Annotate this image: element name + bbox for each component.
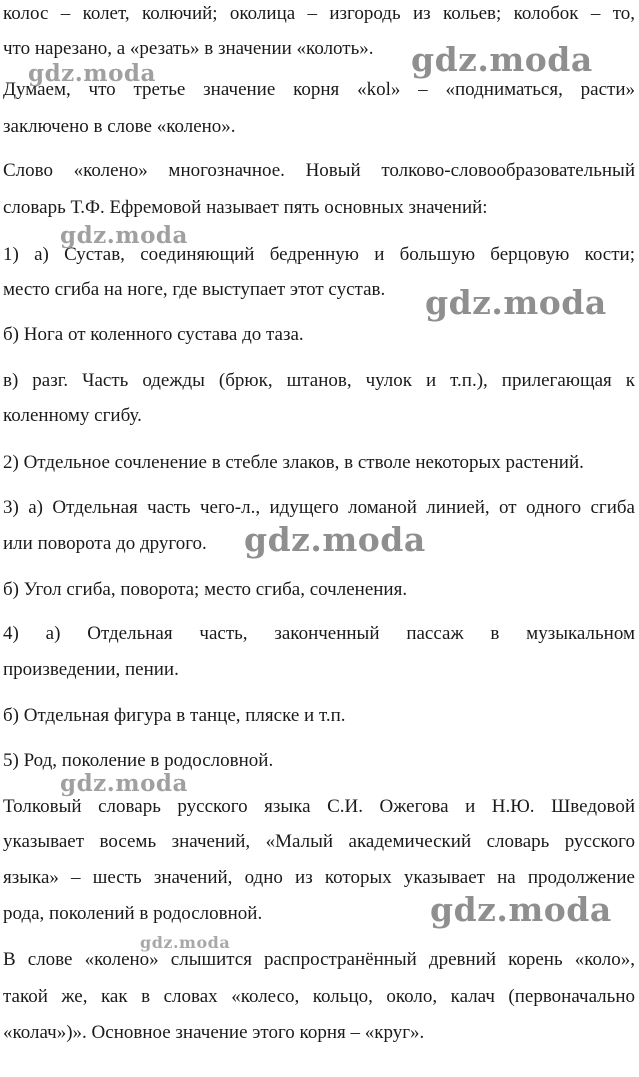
text-line-21: указывает восемь значений, «Малый академический словарь русского	[3, 831, 635, 852]
watermark-6: gdz.moda	[60, 770, 188, 797]
text-line-1: колос – колет, колючий; околица – изгородь из кольев; колобок – то,	[3, 3, 635, 24]
text-line-13: 3) а) Отдельная часть чего-л., идущего ломаной линией, от одного сгиба	[3, 497, 635, 518]
text-line-19: 5) Род, поколение в родословной.	[3, 750, 274, 771]
watermark-5: gdz.moda	[244, 520, 426, 559]
watermark-1: gdz.moda	[411, 40, 593, 79]
watermark-4: gdz.moda	[425, 283, 607, 322]
text-line-15: б) Угол сгиба, поворота; место сгиба, сочленения.	[3, 579, 408, 600]
text-line-6: словарь Т.Ф. Ефремовой называет пять основных значений:	[3, 197, 488, 218]
text-line-4: заключено в слове «колено».	[3, 116, 236, 137]
text-line-17: произведении, пении.	[3, 659, 179, 680]
text-line-11: коленному сгибу.	[3, 405, 142, 426]
text-line-12: 2) Отдельное сочленение в стебле злаков, в стволе некоторых растений.	[3, 452, 584, 473]
text-line-16: 4) а) Отдельная часть, законченный пассаж в музыкальном	[3, 623, 635, 644]
text-line-26: «колач»)». Основное значение этого корня – «круг».	[3, 1022, 425, 1043]
text-line-3: Думаем, что третье значение корня «kol» – «подниматься, расти»	[3, 79, 635, 100]
text-line-9: б) Нога от коленного сустава до таза.	[3, 324, 304, 345]
text-line-23: рода, поколений в родословной.	[3, 903, 263, 924]
text-line-22: языка» – шесть значений, одно из которых указывает на продолжение	[3, 867, 635, 888]
text-line-10: в) разг. Часть одежды (брюк, штанов, чулок и т.п.), прилегающая к	[3, 370, 635, 391]
text-line-5: Слово «колено» многозначное. Новый толково-словообразовательный	[3, 160, 635, 181]
watermark-2: gdz.moda	[28, 60, 156, 87]
text-line-2: что нарезано, а «резать» в значении «колоть».	[3, 38, 374, 59]
text-line-20: Толковый словарь русского языка С.И. Ожегова и Н.Ю. Шведовой	[3, 796, 635, 817]
watermark-3: gdz.moda	[60, 222, 188, 249]
watermark-7: gdz.moda	[430, 890, 612, 929]
text-line-14: или поворота до другого.	[3, 533, 207, 554]
watermark-8: gdz.moda	[140, 933, 231, 952]
text-line-25: такой же, как в словах «колесо, кольцо, около, калач (первоначально	[3, 986, 635, 1007]
text-line-24: В слове «колено» слышится распространённый древний корень «коло»,	[3, 949, 635, 970]
text-line-8: место сгиба на ноге, где выступает этот сустав.	[3, 279, 386, 300]
text-line-7: 1) а) Сустав, соединяющий бедренную и большую берцовую кости;	[3, 244, 635, 265]
text-line-18: б) Отдельная фигура в танце, пляске и т.п.	[3, 705, 346, 726]
